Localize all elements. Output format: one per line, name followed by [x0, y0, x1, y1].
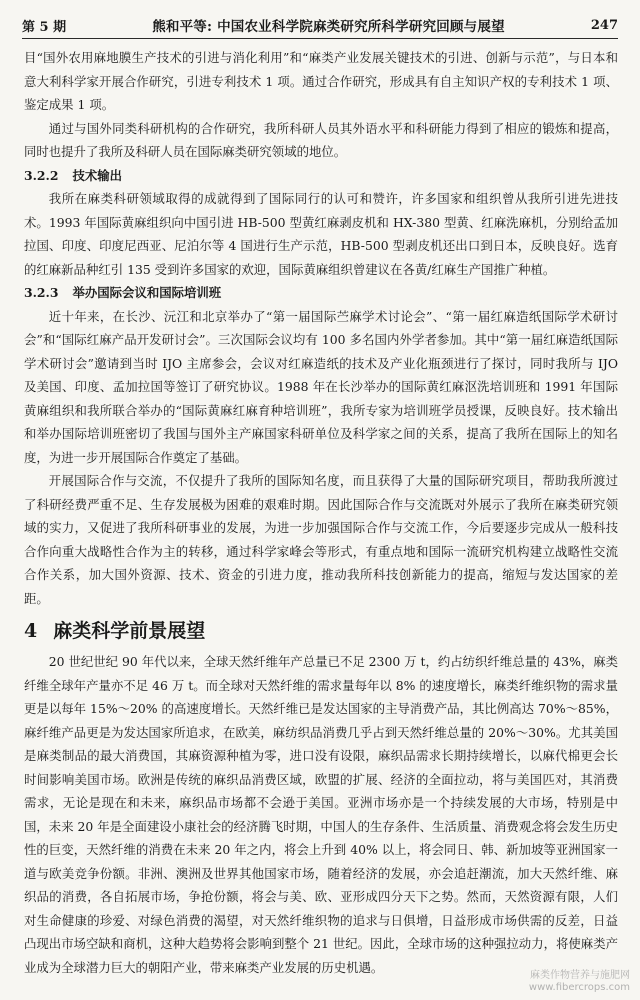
running-title: 熊和平等: 中国农业科学院麻类研究所科学研究回顾与展望 [152, 19, 505, 35]
paragraph: 近十年来，在长沙、沅江和北京举办了“第一届国际苎麻学术讨论会”、“第一届红麻造纸国际学术研讨会”和“国际红麻产品开发研讨会”。三次国际会议均有 100 多名国内外学者参加。其中“第一届红麻造纸国际学术研讨会”邀请到当时 IJO 主席参会，会议对红麻造纸的技术及产业化瓶颈进行了探讨，同时我所与 IJO 及美国、印度、孟加拉国等签订了研究协议。1988 年在长沙举办的国际黄红麻沤洗培训班和 1991 年国际黄麻组织和我所联合举办的“国际黄麻红麻育种培训班”，我所专家为培训班学员授课，反映良好。技术输出和举办国际培训班密切了我国与国外主产麻国家科研单位及科学家之间的关系，提高了我所在国际上的知名度，为进一步开展国际合作奠定了基础。 [24, 308, 618, 465]
paragraph: 通过与国外同类科研机构的合作研究，我所科研人员其外语水平和科研能力得到了相应的锻炼和提高，同时也提升了我所及科研人员在国际麻类研究领域的地位。 [24, 120, 618, 159]
section-title: 麻类科学前景展望 [53, 620, 206, 642]
subsection-heading [24, 281, 618, 305]
watermark-line: 麻类作物营养与施肥网 [530, 970, 630, 981]
page-number: 247 [590, 17, 618, 33]
running-header [22, 12, 618, 39]
article-body [24, 46, 618, 974]
subsection-heading [24, 164, 618, 188]
site-watermark [529, 970, 630, 994]
paragraph: 20 世纪世纪 90 年代以来，全球天然纤维年产总量已不足 2300 万 t，约占纺织纤维总量的 43%，麻类纤维全球年产量亦不足 46 万 t。而全球对天然纤维的需求量每年以 8% 的速度增长，麻类纤维织物的需求量更是以每年 15%～20% 的高速度增长。天然纤维已是发达国家的主导消费产品，其比例高达 70%～85%，麻纤维产品更是为发达国家所追求，在欧美，麻纺织品消费几乎占到天然纤维总量的 20%～30%。尤其美国是麻类制品的最大消费国，其麻资源种植为零，进口没有设限，麻织品需求长期持续增长，以麻代棉更会长时间影响美国市场。欧洲是传统的麻织品消费区域，欧盟的扩展、经济的全面拉动，将与美国匹对，其消费需求，无论是现在和未来，麻织品市场都不会逊于美国。亚洲市场亦是一个持续发展的大市场，特别是中国，未来 20 年是全面建设小康社会的经济腾飞时期，中国人的生存条件、生活质量、消费观念将会发生历史性的巨变，天然纤维的消费在未来 20 年之内，将会上升到 40% 以上，将会同日、韩、新加坡等亚洲国家一道与欧美竞争份额。非洲、澳洲及世界其他国家市场，随着经济的发展，亦会追赶潮流，加大天然纤维、麻织品的消费，各自拓展市场，争抢份额，将会与美、欧、亚形成四分天下之势。然而，天然资源有限，人们对生命健康的珍爱、对绿色消费的渴望，对天然纤维织物的追求与日俱增，日益形成市场供需的反差，日益凸现出市场空缺和商机，这种大趋势将会影响到整个 21 世纪。因此，全球市场的这种强拉动力，将使麻类产业成为全球潜力巨大的朝阳产业，带来麻类产业发展的历史机遇。 [24, 654, 618, 974]
issue-label: 第 5 期 [22, 19, 67, 35]
section-number: 4 [24, 620, 38, 642]
subsection-title: 技术输出 [72, 167, 123, 183]
section-heading [24, 616, 618, 646]
subsection-number: 3.2.3 [24, 285, 59, 300]
subsection-title: 举办国际会议和国际培训班 [72, 285, 222, 300]
paragraph: 我所在麻类科研领域取得的成就得到了国际同行的认可和赞许，许多国家和组织曾从我所引进先进技术。1993 年国际黄麻组织向中国引进 HB-500 型黄红麻剥皮机和 HX-380 型黄、红麻洗麻机，分别给孟加拉国、印度、印度尼西亚、尼泊尔等 4 国进行生产示范，HB-500 型剥皮机还出口到日本，反映良好。选育的红麻新品种红引 135 受到许多国家的欢迎，国际黄麻组织曾建议在各黄/红麻生产国推广种植。 [24, 191, 618, 277]
paragraph: 开展国际合作与交流，不仅提升了我所的国际知名度，而且获得了大量的国际研究项目，帮助我所渡过了科研经费严重不足、生存发展极为困难的艰难时期。因此国际合作与交流既对外展示了我所在麻类研究领域的实力，又促进了我所科研事业的发展，为进一步加强国际合作与交流工作，今后要逐步完成从一般科技合作向重大战略性合作为主的转移，通过科学家峰会等形式，有重点地和国际一流研究机构建立战略性交流合作关系，加大国外资源、技术、资金的引进力度，推动我所科技创新能力的提高，缩短与发达国家的差距。 [24, 473, 618, 606]
watermark-url: www.fibercrops.com [528, 982, 630, 993]
paragraph: 目“国外农用麻地膜生产技术的引进与消化利用”和“麻类产业发展关键技术的引进、创新与示范”，与日本和意大利科学家开展合作研究，引进专利技术 1 项。通过合作研究，形成具有自主知识产权的专利技术 1 项、鉴定成果 1 项。 [24, 50, 618, 112]
subsection-number: 3.2.2 [24, 167, 59, 183]
